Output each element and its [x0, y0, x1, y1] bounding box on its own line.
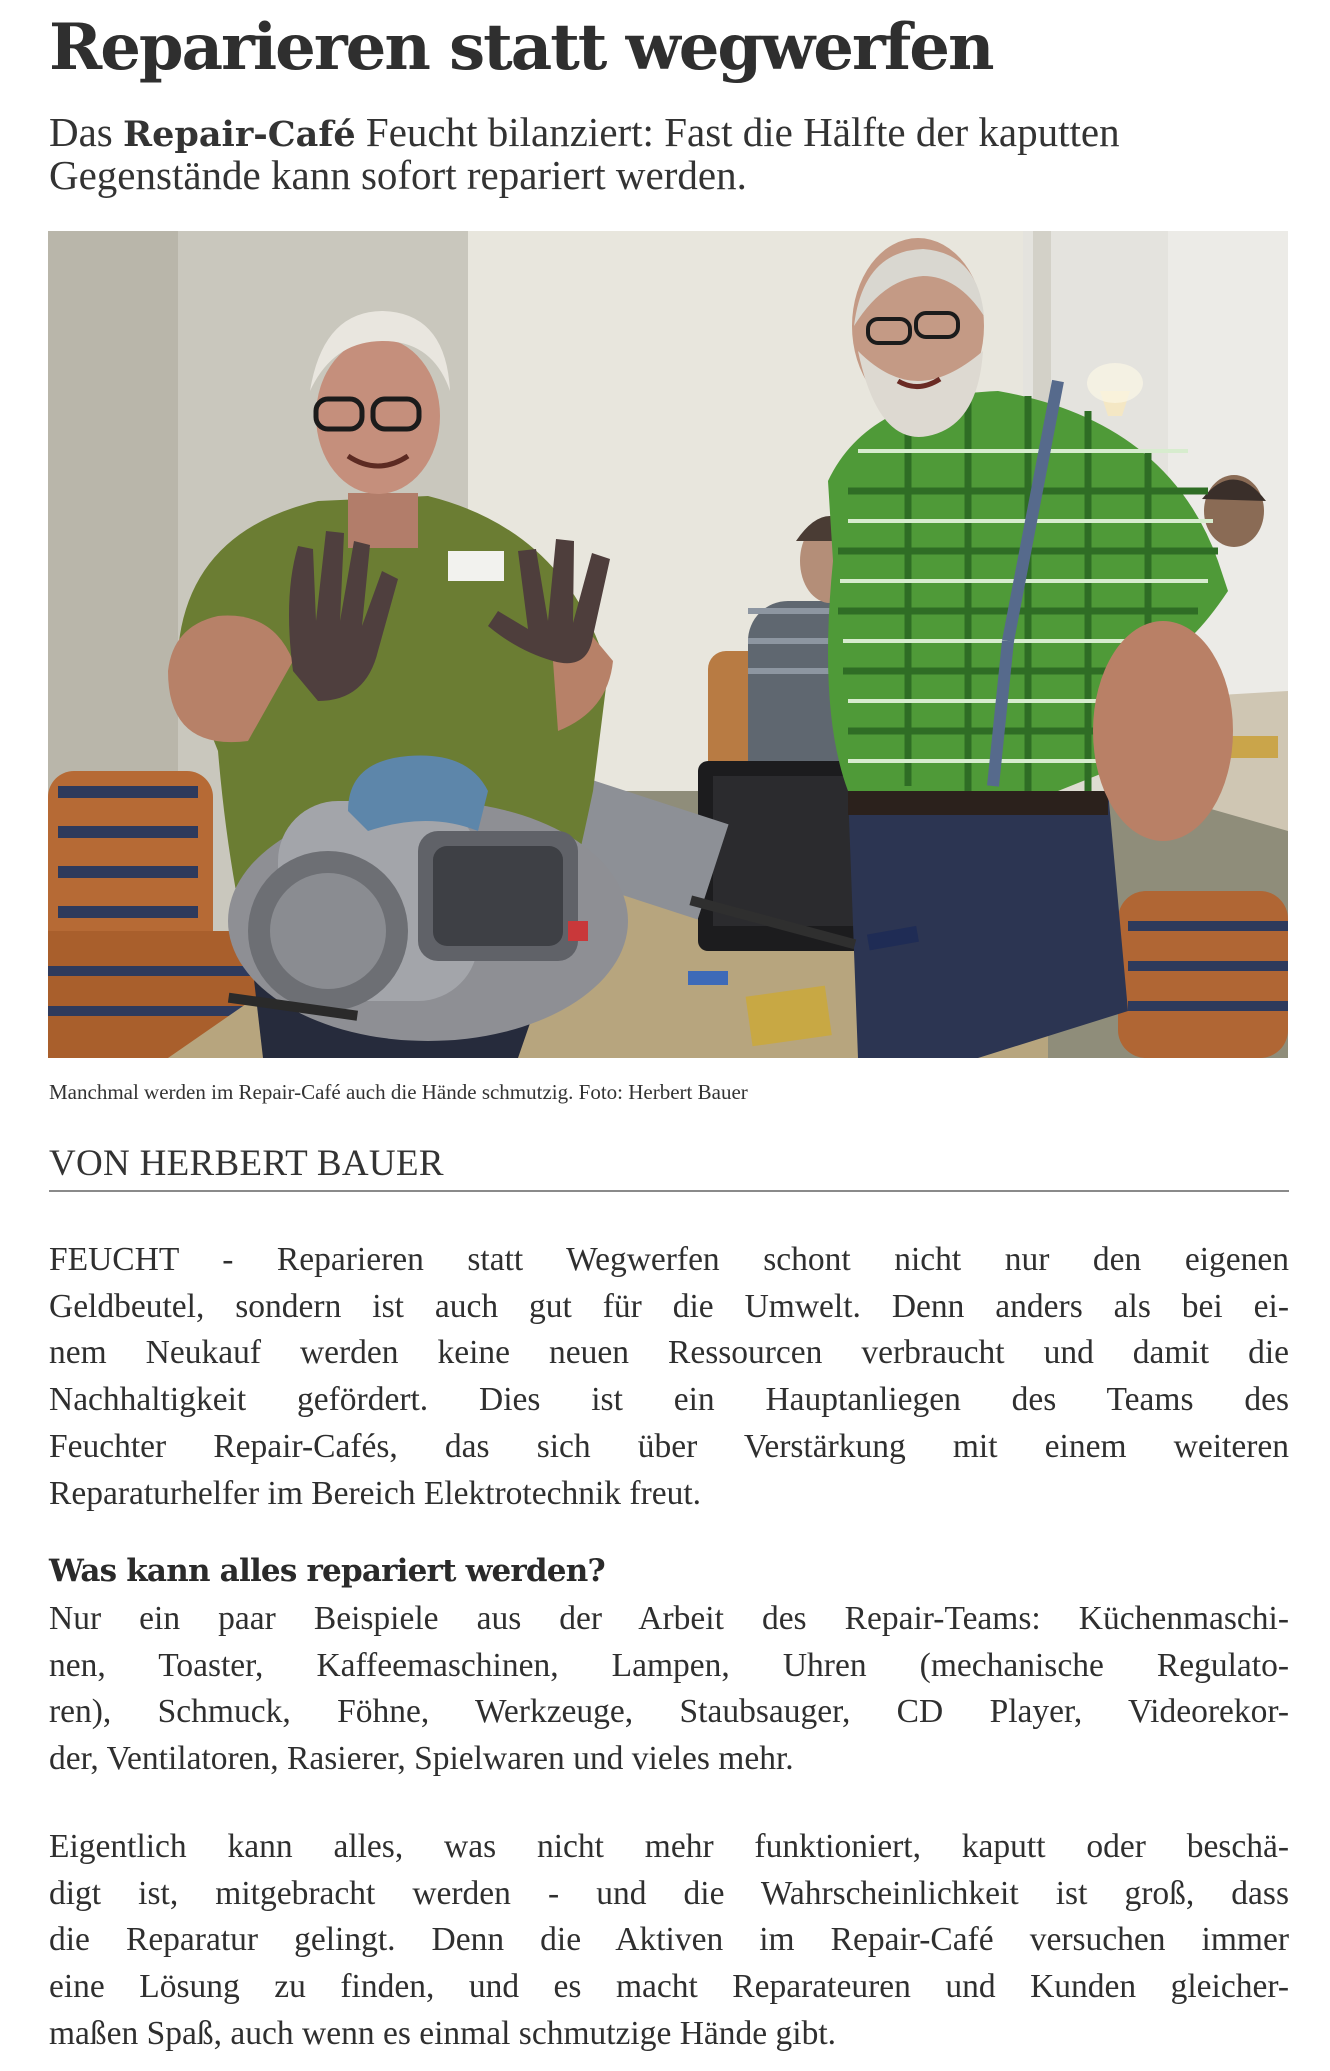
paragraph-3-line: Eigentlich kann alles, was nicht mehr funktioniert, kaputt oder beschä- — [49, 1828, 1289, 1865]
paragraph-3 — [49, 1824, 1289, 2058]
paragraph-2 — [49, 1596, 1289, 1783]
paragraph-3-line: digt ist, mitgebracht werden - und die Wahrscheinlichkeit ist groß, dass — [49, 1874, 1289, 1912]
paragraph-2-line: nen, Toaster, Kaffeemaschinen, Lampen, Uhren (mechanische Regulato- — [49, 1646, 1289, 1684]
paragraph-2-line: der, Ventilatoren, Rasierer, Spielwaren und vieles mehr. — [49, 1740, 794, 1778]
paragraph-1-line: Nachhaltigkeit gefördert. Dies ist ein Hauptanliegen des Teams des — [49, 1381, 1289, 1419]
paragraph-2-line: Nur ein paar Beispiele aus der Arbeit des Repair-Teams: Küchenmaschi- — [49, 1600, 1289, 1637]
section-heading: Was kann alles repariert werden? — [49, 1553, 605, 1589]
paragraph-1-line: FEUCHT - Reparieren statt Wegwerfen schont nicht nur den eigenen — [49, 1241, 1289, 1278]
paragraph-1-line: Feuchter Repair-Cafés, das sich über Verstärkung mit einem weiteren — [49, 1427, 1289, 1465]
subheadline-line-1 — [49, 109, 1289, 155]
paragraph-1-line: Reparaturhelfer im Bereich Elektrotechnik freut. — [49, 1474, 702, 1512]
paragraph-2-line: ren), Schmuck, Föhne, Werkzeuge, Staubsauger, CD Player, Videorekor- — [49, 1693, 1289, 1731]
subheadline-line-1-post: Feucht bilanziert: Fast die Hälfte der kaputten — [355, 109, 1120, 155]
paragraph-3-line: eine Lösung zu finden, und es macht Reparateuren und Kunden gleicher- — [49, 1968, 1289, 2006]
photo-caption: Manchmal werden im Repair-Café auch die Hände schmutzig. Foto: Herbert Bauer — [49, 1080, 748, 1104]
paragraph-1 — [49, 1237, 1289, 1517]
paragraph-3-line: die Reparatur gelingt. Denn die Aktiven im Repair-Café versuchen immer — [49, 1921, 1289, 1959]
subheadline-pre: Das — [49, 109, 124, 155]
paragraph-1-line: nem Neukauf werden keine neuen Ressourcen verbraucht und damit die — [49, 1334, 1289, 1372]
article-headline: Reparieren statt wegwerfen — [49, 10, 993, 85]
byline: VON HERBERT BAUER — [49, 1138, 1289, 1192]
article-subheadline — [49, 109, 1289, 198]
subheadline-bold-name: Repair-Café — [123, 114, 356, 155]
subheadline-line-2: Gegenstände kann sofort repariert werden. — [49, 152, 747, 198]
paragraph-3-line: maßen Spaß, auch wenn es einmal schmutzige Hände gibt. — [49, 2014, 837, 2052]
paragraph-1-line: Geldbeutel, sondern ist auch gut für die Umwelt. Denn anders als bei ei- — [49, 1287, 1289, 1325]
article-photo — [48, 231, 1288, 1058]
